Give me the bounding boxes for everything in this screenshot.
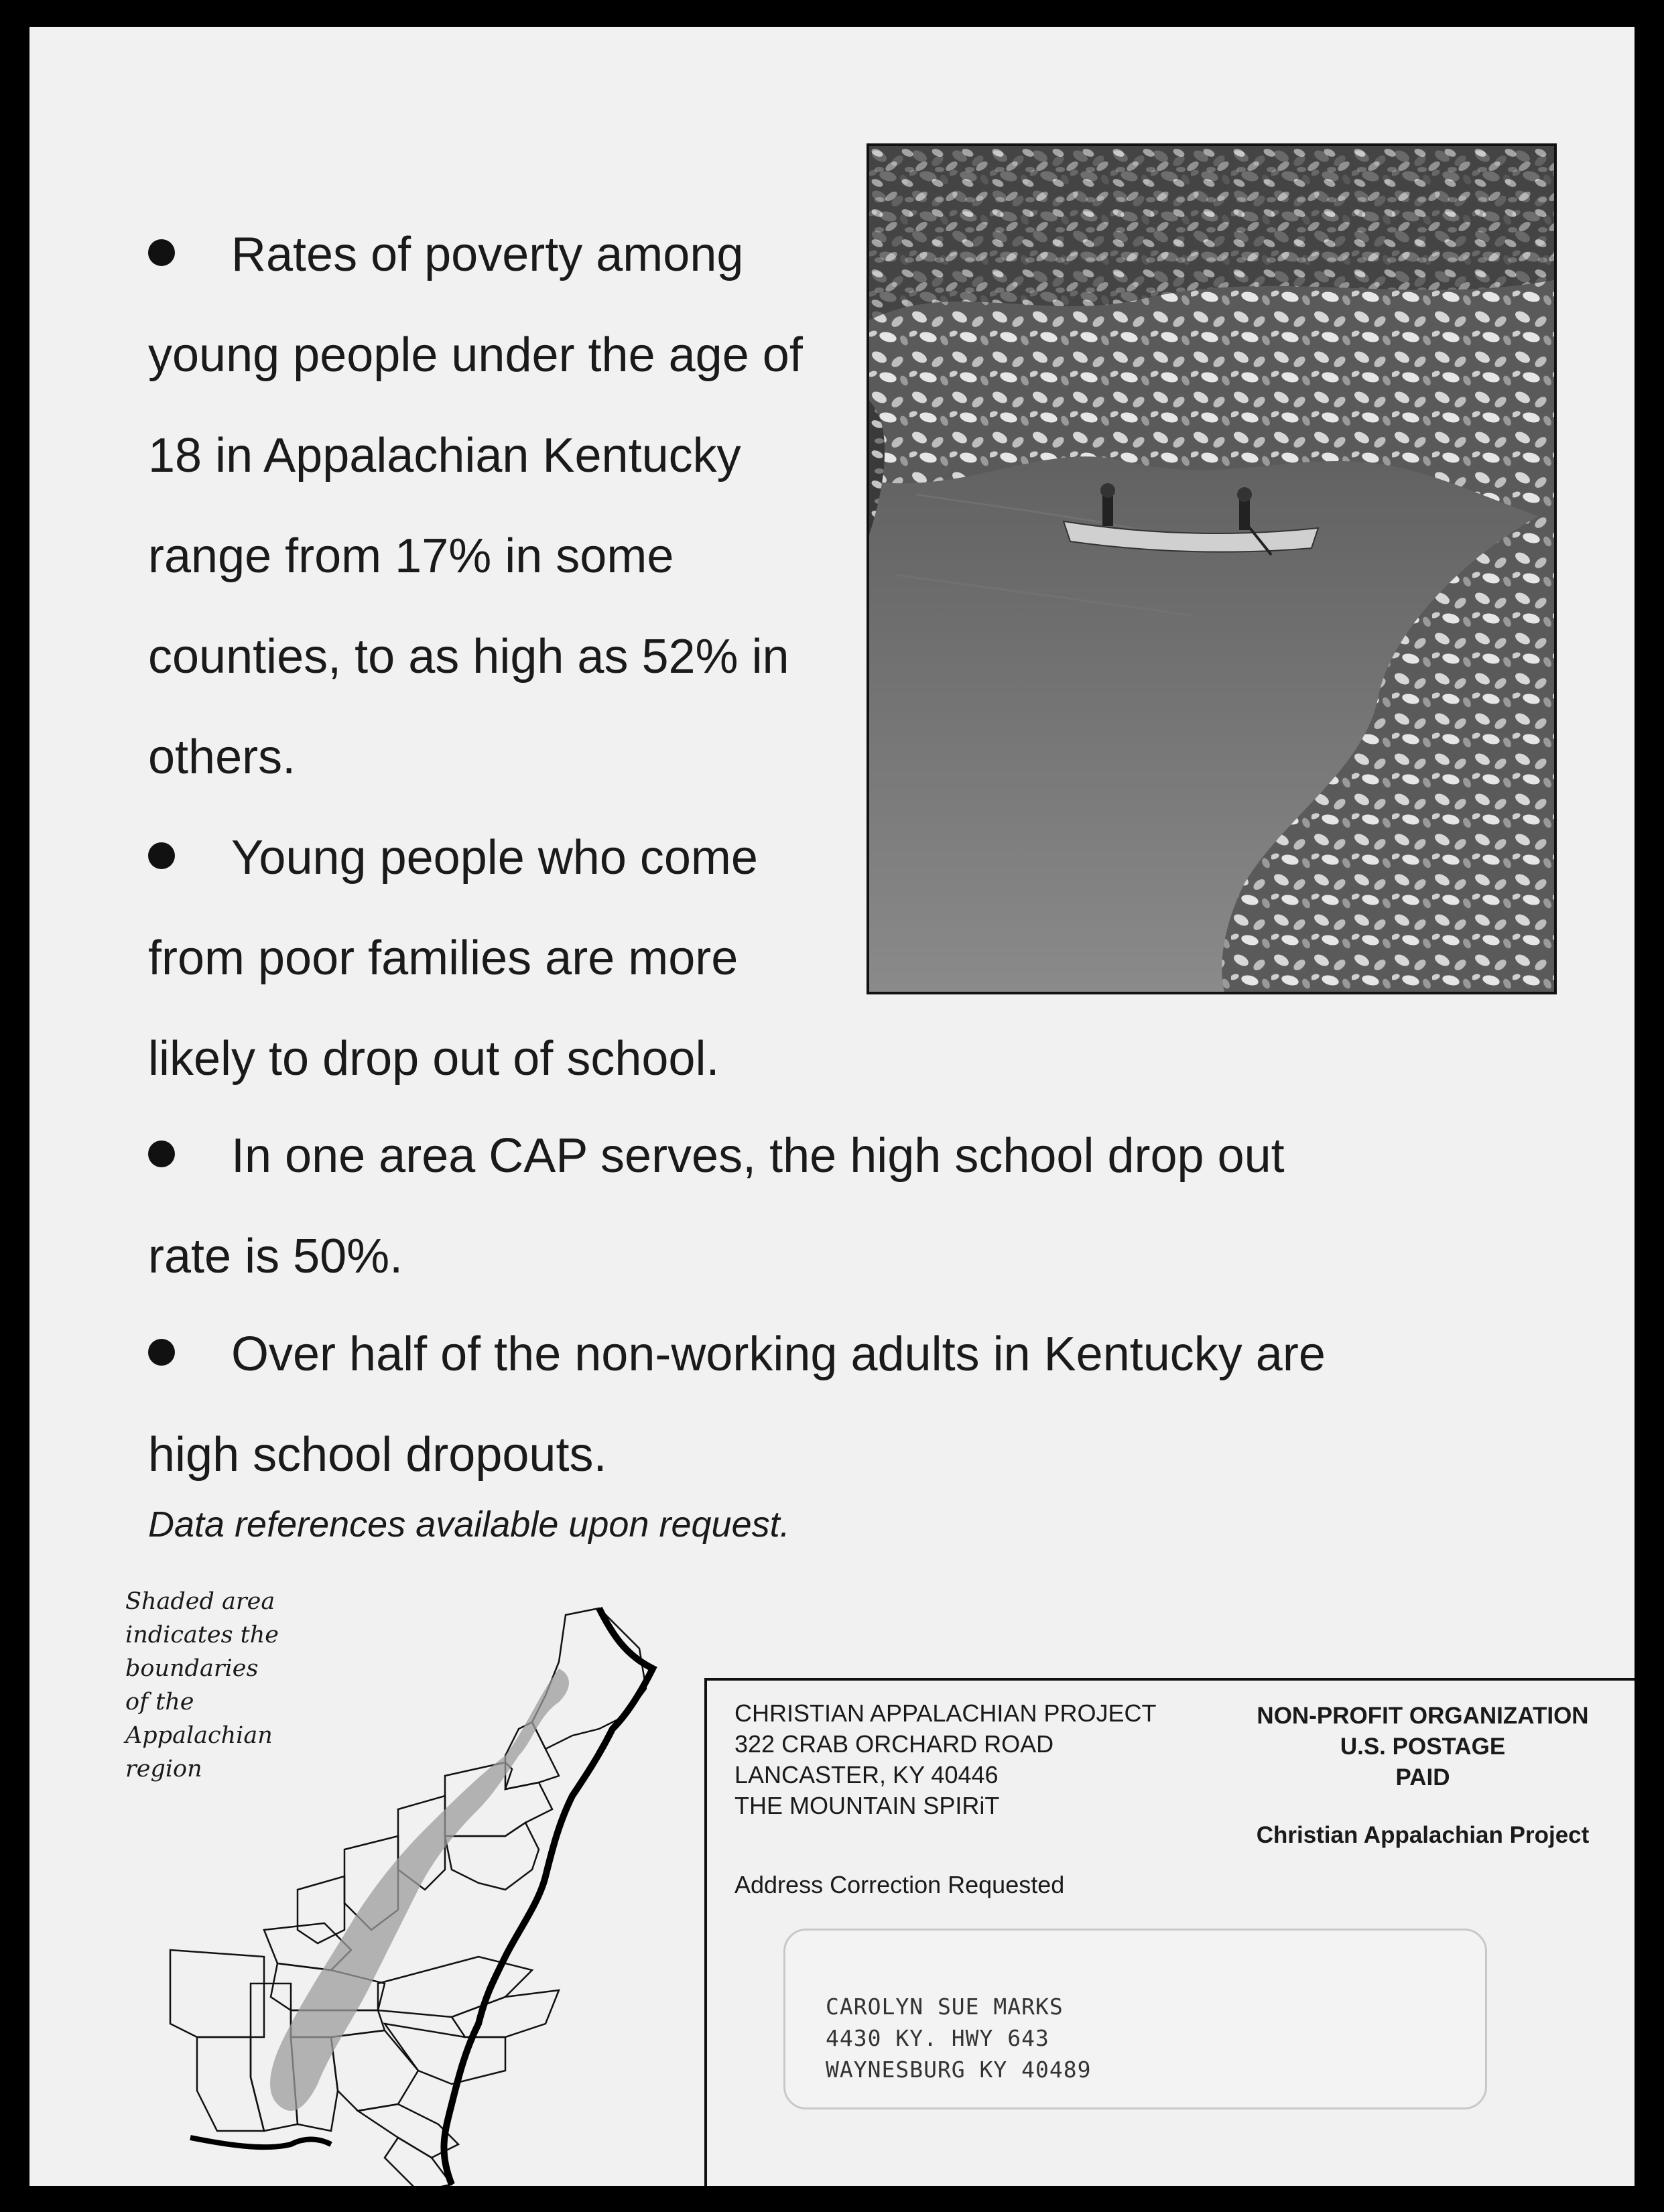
canoe-river-photo [867,143,1557,994]
fact-line: Young people who come [231,831,758,885]
fact-line: from poor families are more [148,931,739,985]
fact-line: young people under the age of [148,328,803,382]
canoe-on-river-photo-icon [869,146,1554,992]
mailing-panel [704,1678,1635,2186]
fact-line: 18 in Appalachian Kentucky [148,429,741,482]
fact-line: rate is 50%. [148,1230,403,1283]
fact-non-working-adults [148,1304,1421,1505]
address-window [783,1929,1487,2109]
fact-line: counties, to as high as 52% in [148,630,789,684]
fact-line: high school dropouts. [148,1428,607,1482]
bullet-icon [148,239,175,266]
postage-indicia: NON-PROFIT ORGANIZATION U.S. POSTAGE PAID Christian Appalachian Project [1256,1703,1590,1848]
fact-line: others. [148,730,296,784]
fact-line: range from 17% in some [148,529,674,583]
bullet-icon [148,1141,175,1167]
address-correction: Address Correction Requested [734,1871,1065,1898]
data-references-note: Data references available upon request. [148,1504,790,1545]
fact-cap-dropout-rate [148,1106,1421,1307]
bullet-icon [148,842,175,869]
bullet-icon [148,1339,175,1366]
addressee: CAROLYN SUE MARKS 4430 KY. HWY 643 WAYNESBURG KY 40489 [826,1994,1092,2083]
return-address: CHRISTIAN APPALACHIAN PROJECT 322 CRAB ORCHARD ROAD LANCASTER, KY 40446 THE MOUNTAIN SPIRiT [734,1699,1157,1819]
fact-line: Over half of the non-working adults in Kentucky are [231,1327,1326,1381]
eastern-us-appalachia-map-icon [130,1555,733,2186]
fact-line: In one area CAP serves, the high school drop out [231,1129,1285,1183]
fact-line: Rates of poverty among [231,228,744,281]
fact-line: likely to drop out of school. [148,1032,720,1086]
brochure-page [29,27,1635,2186]
map-caption: Shaded area indicates the boundaries of the Appalachian region [125,1588,279,1782]
